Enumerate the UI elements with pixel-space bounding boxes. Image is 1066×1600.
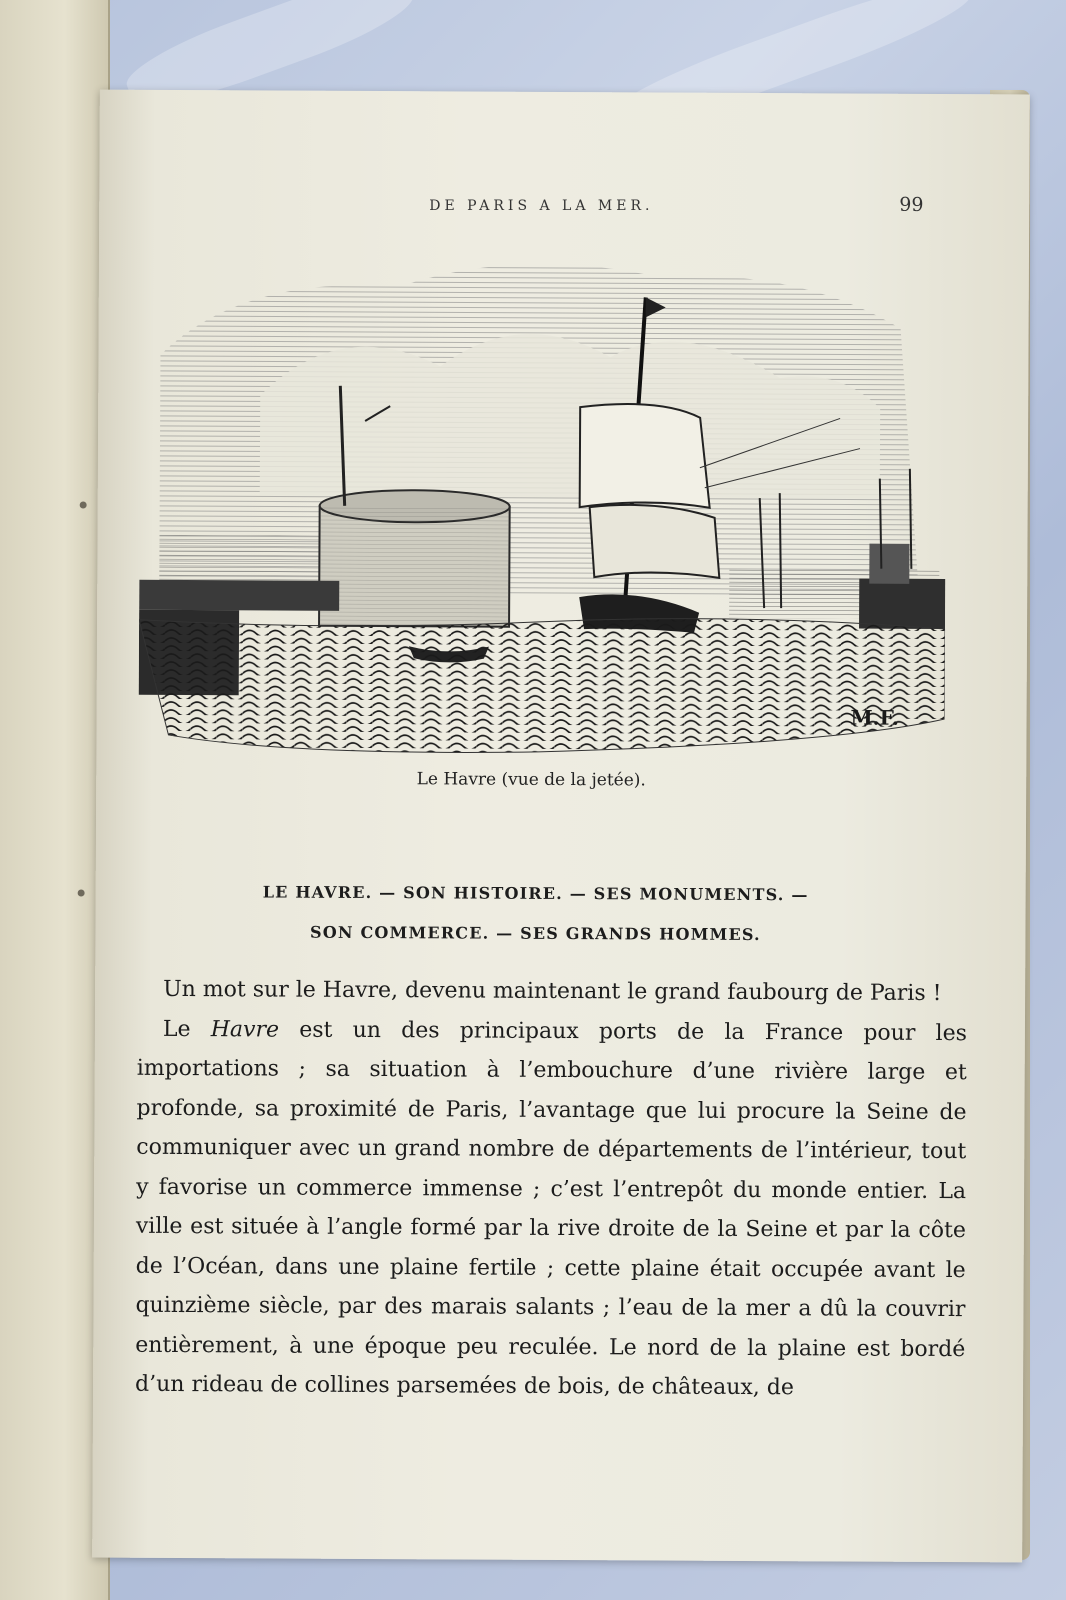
engraving-illustration <box>138 235 947 759</box>
page-number: 99 <box>899 193 924 216</box>
paragraph-2-rest: est un des principaux ports de la France pour les importations ; sa situation à l’embouchure d’une rivière large et profonde, sa proximité de Paris, l’avantage que lui procure la Seine de communiquer avec un grand nombre de départements de l’intérieur, tout y favorise un commerce immense ; c’est l’entrepôt du monde entier. La ville est située à l’angle formé par la rive droite de la Seine et par la côte de l’Océan, dans une plaine fertile ; cette plaine était occupée avant le quinzième siècle, par des marais salants ; l’eau de la mer a dû la couvrir entièrement, à une époque peu reculée. Le nord de la plaine est bordé d’un rideau de collines parsemées de bois, de châteaux, de <box>135 1017 968 1401</box>
section-heading-line-1: LE HAVRE. — SON HISTOIRE. — SES MONUMENTS. — <box>262 882 809 905</box>
body-text <box>135 970 967 1409</box>
section-heading <box>135 872 935 956</box>
section-heading-line-2: SON COMMERCE. — SES GRANDS HOMMES. <box>309 922 761 945</box>
paragraph-2-emphasis: Havre <box>210 1016 280 1043</box>
paragraph-2 <box>135 1009 967 1408</box>
running-head: DE PARIS A LA MER. <box>429 197 654 214</box>
binding-hole <box>80 501 87 508</box>
binding-hole <box>78 889 85 896</box>
illustration-caption: Le Havre (vue de la jetée). <box>416 769 646 791</box>
book-page <box>92 90 1030 1563</box>
paragraph-1: Un mot sur le Havre, devenu maintenant le grand faubourg de Paris ! <box>163 976 942 1006</box>
engraving-signature: M.F. <box>850 705 899 730</box>
paragraph-2-lead: Le <box>162 1016 211 1042</box>
